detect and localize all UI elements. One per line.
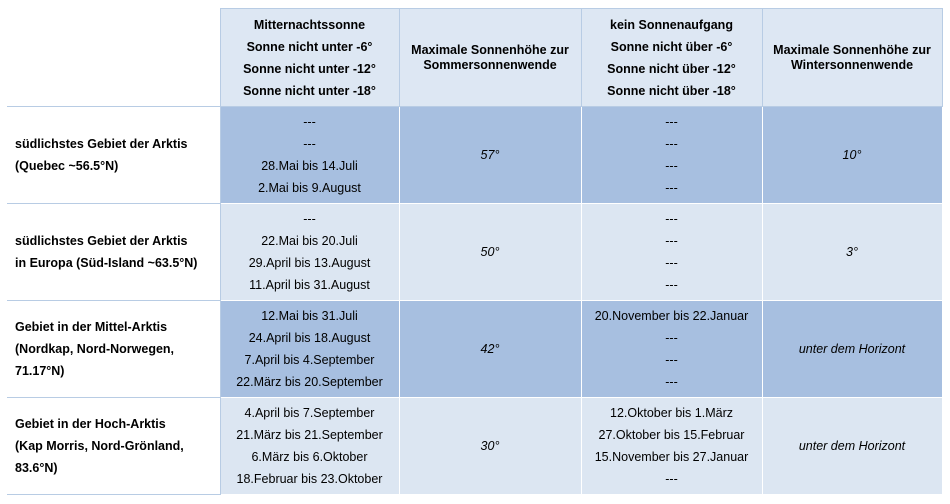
row-label: [7, 107, 220, 204]
row-label-line: Gebiet in der Mittel-Arktis: [15, 320, 168, 334]
period-text: 12.Oktober bis 1.März: [610, 406, 733, 420]
period-text: ---: [665, 159, 678, 173]
winter-max-cell: unter dem Horizont: [762, 398, 942, 495]
period-text: 11.April bis 31.August: [249, 278, 370, 292]
period-text: ---: [665, 375, 678, 389]
header-text: Sonne nicht unter -6°: [246, 39, 373, 54]
row-label-line: (Kap Morris, Nord-Grönland,: [15, 439, 184, 453]
arctic-sun-table: [7, 8, 943, 495]
period-text: 20.November bis 22.Januar: [594, 309, 749, 323]
header-text: Sonne nicht über -6°: [610, 39, 733, 54]
table-row: [7, 204, 942, 301]
table-row: [7, 107, 942, 204]
summer-max-cell: 50°: [399, 204, 581, 301]
summer-max-cell: 57°: [399, 107, 581, 204]
period-text: 12.Mai bis 31.Juli: [261, 309, 358, 323]
period-text: ---: [665, 137, 678, 151]
midnight-sun-cell: [220, 204, 399, 301]
period-text: 7.April bis 4.September: [244, 353, 375, 367]
header-text: Sonne nicht über -18°: [607, 83, 736, 98]
period-text: 21.März bis 21.September: [236, 428, 383, 442]
row-label: [7, 204, 220, 301]
period-text: ---: [665, 115, 678, 129]
header-text: Sonne nicht unter -18°: [243, 83, 376, 98]
period-text: ---: [665, 234, 678, 248]
row-label-line: 71.17°N): [15, 364, 65, 378]
no-sunrise-cell: [581, 301, 762, 398]
row-label-line: in Europa (Süd-Island ~63.5°N): [15, 256, 198, 270]
header-winter-max: [762, 9, 942, 107]
header-summer-max: [399, 9, 581, 107]
winter-max-cell: unter dem Horizont: [762, 301, 942, 398]
period-text: ---: [665, 353, 678, 367]
summer-max-cell: 30°: [399, 398, 581, 495]
period-text: ---: [303, 137, 316, 151]
header-text: Sonne nicht über -12°: [607, 61, 736, 76]
midnight-sun-cell: [220, 107, 399, 204]
period-text: ---: [665, 331, 678, 345]
no-sunrise-cell: [581, 107, 762, 204]
header-no-sunrise: [581, 9, 762, 107]
period-text: 28.Mai bis 14.Juli: [261, 159, 358, 173]
header-text: Wintersonnenwende: [790, 57, 914, 72]
period-text: ---: [665, 256, 678, 270]
header-text: Sonne nicht unter -12°: [243, 61, 376, 76]
table-row: [7, 398, 942, 495]
period-text: ---: [303, 115, 316, 129]
row-label-line: (Nordkap, Nord-Norwegen,: [15, 342, 175, 356]
header-row: [7, 9, 942, 107]
row-label-line: 83.6°N): [15, 461, 58, 475]
period-text: ---: [665, 278, 678, 292]
winter-max-cell: 3°: [762, 204, 942, 301]
midnight-sun-cell: [220, 301, 399, 398]
row-label-line: südlichstes Gebiet der Arktis: [15, 137, 188, 151]
no-sunrise-cell: [581, 204, 762, 301]
table-row: [7, 301, 942, 398]
row-label: [7, 301, 220, 398]
summer-max-cell: 42°: [399, 301, 581, 398]
period-text: 18.Februar bis 23.Oktober: [236, 472, 383, 486]
period-text: ---: [303, 212, 316, 226]
row-label-line: südlichstes Gebiet der Arktis: [15, 234, 188, 248]
row-label: [7, 398, 220, 495]
period-text: 2.Mai bis 9.August: [258, 181, 361, 195]
no-sunrise-cell: [581, 398, 762, 495]
row-label-line: Gebiet in der Hoch-Arktis: [15, 417, 166, 431]
header-text: kein Sonnenaufgang: [610, 17, 733, 32]
header-text: Sommersonnenwende: [423, 57, 557, 72]
period-text: 22.März bis 20.September: [236, 375, 383, 389]
midnight-sun-cell: [220, 398, 399, 495]
header-blank-cell: [7, 9, 220, 107]
header-midnight-sun: [220, 9, 399, 107]
period-text: 29.April bis 13.August: [248, 256, 371, 270]
header-text: Maximale Sonnenhöhe zur: [411, 42, 569, 57]
row-label-line: (Quebec ~56.5°N): [15, 159, 119, 173]
winter-max-cell: 10°: [762, 107, 942, 204]
period-text: 27.Oktober bis 15.Februar: [598, 428, 745, 442]
header-text: Maximale Sonnenhöhe zur: [773, 42, 931, 57]
period-text: 6.März bis 6.Oktober: [251, 450, 368, 464]
period-text: 22.Mai bis 20.Juli: [261, 234, 358, 248]
period-text: ---: [665, 212, 678, 226]
period-text: 24.April bis 18.August: [248, 331, 371, 345]
period-text: ---: [665, 181, 678, 195]
period-text: 4.April bis 7.September: [244, 406, 375, 420]
period-text: 15.November bis 27.Januar: [594, 450, 749, 464]
header-text: Mitternachtssonne: [253, 17, 366, 32]
period-text: ---: [665, 472, 678, 486]
